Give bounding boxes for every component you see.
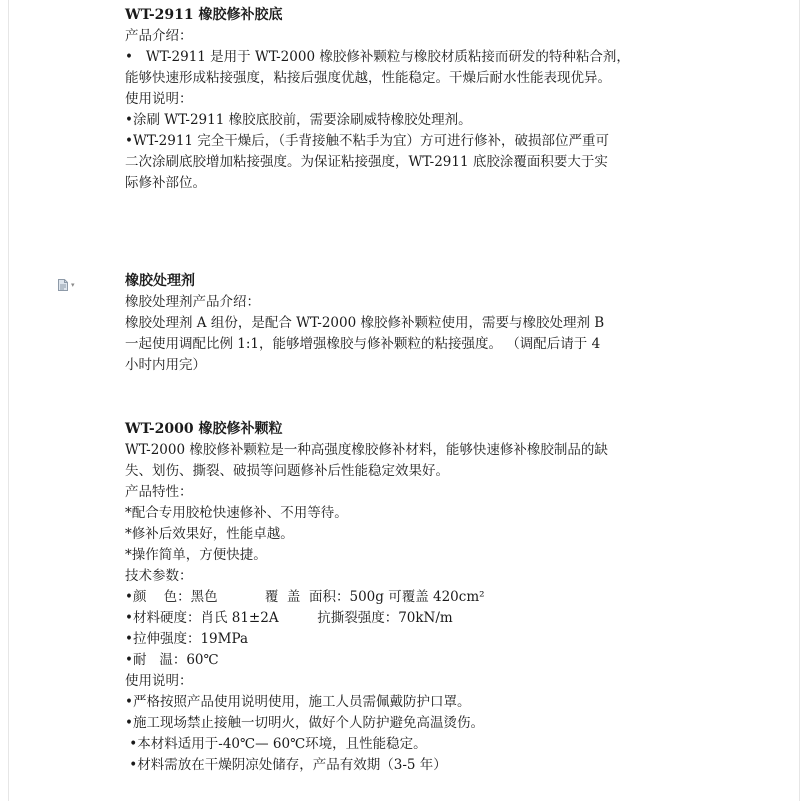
text-line: 小时内用完） <box>125 357 206 373</box>
text-line: • WT-2911 是用于 WT-2000 橡胶修补颗粒与橡胶材质粘接而研发的特种粘合剂， <box>125 49 630 65</box>
document-body <box>125 4 685 776</box>
text-line: 橡胶处理剂 A 组份，是配合 WT-2000 橡胶修补颗粒使用，需要与橡胶处理剂 B <box>125 315 605 331</box>
text-line: •颜 色：黑色 覆 盖 面积：500g 可覆盖 420cm² <box>125 589 485 605</box>
text-line: •严格按照产品使用说明使用，施工人员需佩戴防护口罩。 <box>125 694 471 710</box>
section-title: WT-2000 橡胶修补颗粒 <box>125 421 283 437</box>
text-line: 一起使用调配比例 1:1，能够增强橡胶与修补颗粒的粘接强度。 （调配后请于 4 <box>125 336 601 352</box>
text-line: •涂刷 WT-2911 橡胶底胶前，需要涂刷威特橡胶处理剂。 <box>125 112 472 128</box>
text-line: 使用说明： <box>125 673 193 689</box>
page-left-border <box>8 0 9 801</box>
text-line: •WT-2911 完全干燥后，（手背接触不粘手为宜）方可进行修补，破损部位严重可 <box>125 133 610 149</box>
text-line: •材料硬度：肖氏 81±2A 抗撕裂强度：70kN/m <box>125 610 453 626</box>
text-line: *操作简单，方便快捷。 <box>125 547 267 563</box>
text-line: 技术参数： <box>125 568 193 584</box>
text-line: WT-2000 橡胶修补颗粒是一种高强度橡胶修补材料，能够快速修补橡胶制品的缺 <box>125 442 608 458</box>
text-line: 产品介绍： <box>125 28 193 44</box>
text-line: *配合专用胶枪快速修补、不用等待。 <box>125 505 348 521</box>
section-wt2000 <box>125 418 685 776</box>
text-line: 失、划伤、撕裂、破损等问题修补后性能稳定效果好。 <box>125 463 449 479</box>
text-line: •施工现场禁止接触一切明火，做好个人防护避免高温烫伤。 <box>125 715 484 731</box>
section-title: WT-2911 橡胶修补胶底 <box>125 7 283 23</box>
text-line: 际修补部位。 <box>125 175 206 191</box>
spacer <box>125 194 685 270</box>
paragraph-handle[interactable] <box>58 278 86 292</box>
text-line: •材料需放在干燥阴凉处储存，产品有效期（3-5 年） <box>125 757 447 773</box>
text-line: •本材料适用于-40℃— 60℃环境，且性能稳定。 <box>125 736 427 752</box>
chevron-down-icon: ▾ <box>71 280 75 289</box>
section-rubber-primer <box>125 270 685 376</box>
text-line: 使用说明： <box>125 91 193 107</box>
section-wt2911 <box>125 4 685 194</box>
section-title: 橡胶处理剂 <box>125 273 195 289</box>
spacer <box>125 376 685 418</box>
text-line: •耐 温：60℃ <box>125 652 219 668</box>
document-icon <box>58 279 68 291</box>
text-line: 二次涂刷底胶增加粘接强度。为保证粘接强度，WT-2911 底胶涂覆面积要大于实 <box>125 154 608 170</box>
text-line: 能够快速形成粘接强度，粘接后强度优越，性能稳定。干燥后耐水性能表现优异。 <box>125 70 611 86</box>
text-line: •拉伸强度：19MPa <box>125 631 248 647</box>
text-line: 橡胶处理剂产品介绍： <box>125 294 260 310</box>
text-line: *修补后效果好，性能卓越。 <box>125 526 294 542</box>
text-line: 产品特性： <box>125 484 193 500</box>
